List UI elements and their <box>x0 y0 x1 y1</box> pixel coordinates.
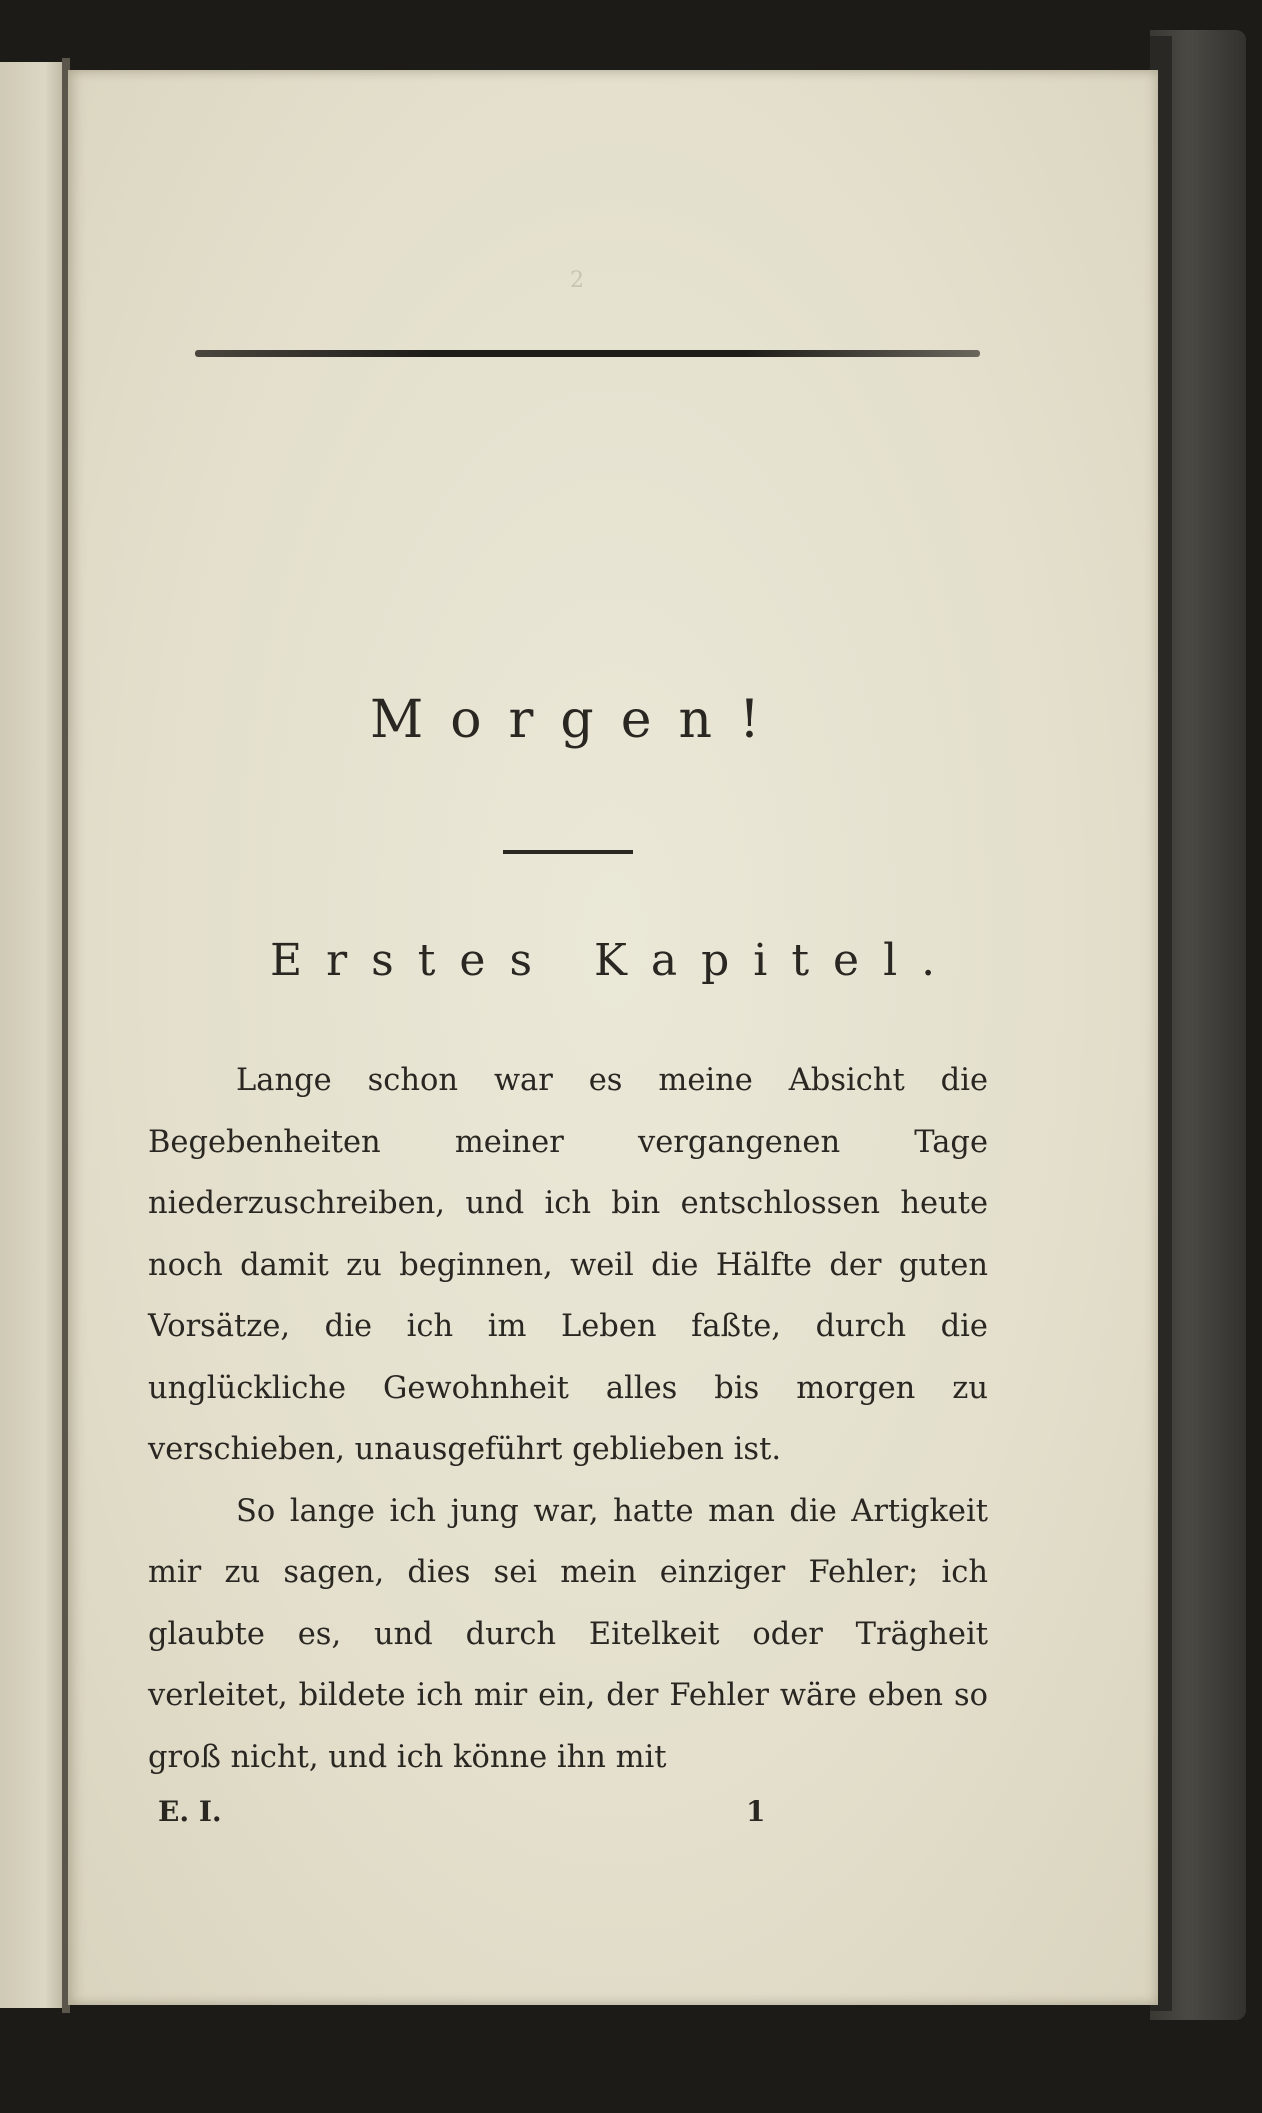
page-title: Morgen! <box>370 690 787 750</box>
sheet-number: 1 <box>746 1795 766 1828</box>
title-divider <box>503 850 633 854</box>
page-number: 2 <box>570 268 584 293</box>
paragraph: Lange schon war es meine Absicht die Begebenheiten meiner vergangenen Tage niederzuschreiben, und ich bin entschlossen heute noch damit zu beginnen, weil die Hälfte der guten Vorsätze, die ich im Leben faßte, durch die unglückliche Gewohnheit alles bis morgen zu verschieben, unausgeführt geblieben ist. <box>148 1063 988 1467</box>
body-text <box>148 1050 988 1788</box>
chapter-heading: Erstes Kapitel. <box>270 935 960 986</box>
header-rule <box>195 350 980 357</box>
facing-page-edge <box>0 62 64 2008</box>
paragraph: So lange ich jung war, hatte man die Artigkeit mir zu sagen, dies sei mein einziger Fehler; ich glaubte es, und durch Eitelkeit oder Trägheit verleitet, bildete ich mir ein, der Fehler wäre eben so groß nicht, und ich könne ihn mit <box>148 1493 988 1775</box>
signature-mark: E. I. <box>158 1795 222 1828</box>
